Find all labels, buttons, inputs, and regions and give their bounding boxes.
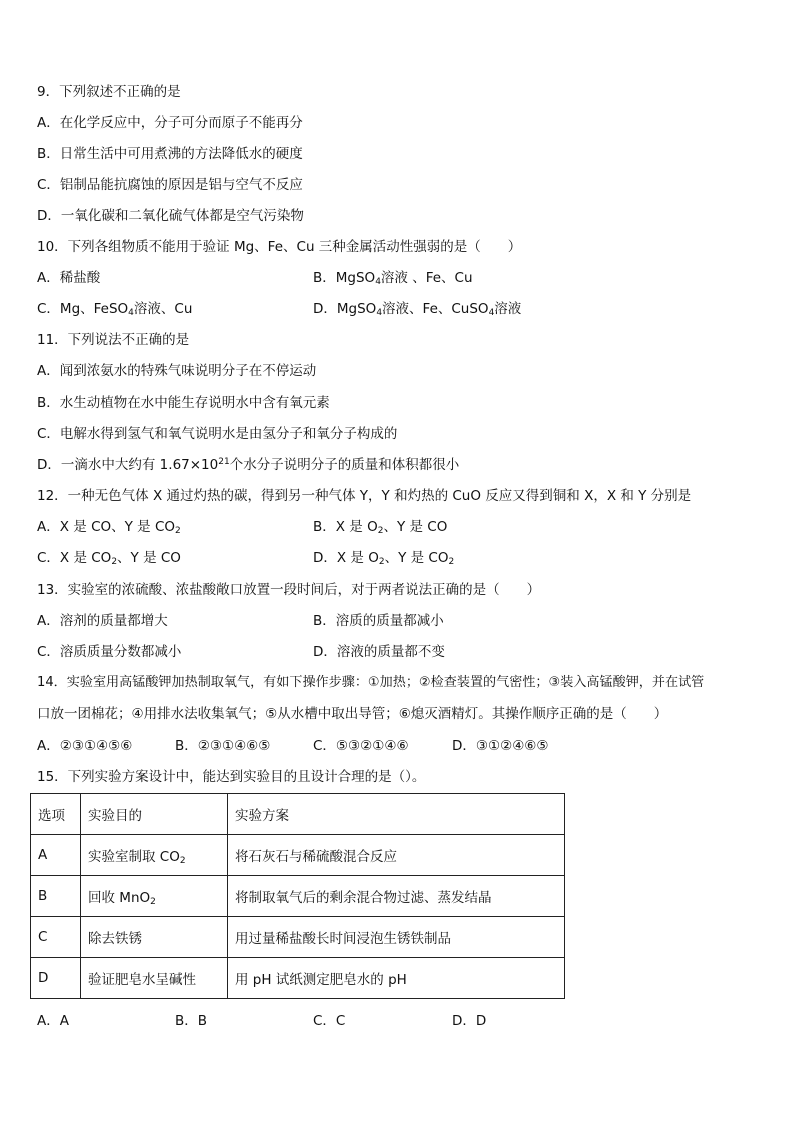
question-15-option-b: B．B <box>175 1013 208 1029</box>
row-goal: 回收 MnO$_2$ <box>81 876 228 917</box>
table-row <box>31 917 565 958</box>
question-9-option-a: A．在化学反应中，分子可分而原子不能再分 <box>37 115 303 131</box>
header-goal: 实验目的 <box>81 794 228 835</box>
question-11-option-d: D．一滴水中大约有 $1.67\times 10^{21}$个水分子说明分子的质量和体积都很小 <box>37 457 460 473</box>
question-10-option-a: A．稀盐酸 <box>37 270 101 286</box>
question-14-option-a: A．②③①④⑤⑥ <box>37 738 133 754</box>
question-13-option-b: B．溶质的质量都减小 <box>313 613 444 629</box>
table-row <box>31 876 565 917</box>
header-plan: 实验方案 <box>228 794 565 835</box>
table-row <box>31 835 565 876</box>
question-13-option-d: D．溶液的质量都不变 <box>313 644 445 660</box>
question-15-option-d: D．D <box>452 1013 487 1029</box>
row-goal: 除去铁锈 <box>81 917 228 958</box>
row-option: C <box>31 917 81 958</box>
question-15-stem: 15．下列实验方案设计中，能达到实验目的且设计合理的是（）。 <box>37 769 426 785</box>
row-option: B <box>31 876 81 917</box>
question-12-option-c: C．X 是 $CO_2$、Y 是 CO <box>37 550 181 567</box>
question-11-option-b: B．水生动植物在水中能生存说明水中含有氧元素 <box>37 395 330 411</box>
question-14-stem-line-2: 口放一团棉花；④用排水法收集氧气；⑤从水槽中取出导管；⑥熄灭酒精灯。其操作顺序正确的是（ ） <box>37 706 668 722</box>
question-9-option-c: C．铝制品能抗腐蚀的原因是铝与空气不反应 <box>37 177 303 193</box>
row-goal: 实验室制取 $CO_2$ <box>81 835 228 876</box>
question-9-stem: 9．下列叙述不正确的是 <box>37 84 181 100</box>
row-goal: 验证肥皂水呈碱性 <box>81 958 228 999</box>
row-plan: 将制取氧气后的剩余混合物过滤、蒸发结晶 <box>228 876 565 917</box>
question-11-option-a: A．闻到浓氨水的特殊气味说明分子在不停运动 <box>37 363 317 379</box>
question-10-stem: 10．下列各组物质不能用于验证 Mg、Fe、Cu 三种金属活动性强弱的是（ ） <box>37 239 522 255</box>
question-12-stem: 12．一种无色气体 X 通过灼热的碳，得到另一种气体 Y，Y 和灼热的 CuO 反应又得到铜和 X，X 和 Y 分别是 <box>37 488 692 504</box>
question-15-option-a: A．A <box>37 1013 69 1029</box>
question-11-option-c: C．电解水得到氢气和氧气说明水是由氢分子和氧分子构成的 <box>37 426 398 442</box>
row-option: D <box>31 958 81 999</box>
question-13-option-a: A．溶剂的质量都增大 <box>37 613 168 629</box>
question-14-option-b: B．②③①④⑥⑤ <box>175 738 271 754</box>
question-14-stem-line-1: 14．实验室用高锰酸钾加热制取氧气，有如下操作步骤：①加热；②检查装置的气密性；③装入高锰酸钾，并在试管 <box>37 675 705 690</box>
table-row <box>31 958 565 999</box>
question-10-option-b: B．MgSO$_4$溶液 、Fe、Cu <box>313 270 473 287</box>
header-option: 选项 <box>31 794 81 835</box>
row-option: A <box>31 835 81 876</box>
question-12-option-b: B．X 是 $O_2$、Y 是 CO <box>313 519 448 536</box>
question-12-option-d: D．X 是 $O_2$、Y 是 $CO_2$ <box>313 550 455 567</box>
question-12-option-a: A．X 是 CO、Y 是 $CO_2$ <box>37 519 181 536</box>
question-9-option-b: B．日常生活中可用煮沸的方法降低水的硬度 <box>37 146 303 162</box>
question-13-stem: 13．实验室的浓硫酸、浓盐酸敞口放置一段时间后，对于两者说法正确的是（ ） <box>37 582 541 598</box>
row-plan: 将石灰石与稀硫酸混合反应 <box>228 835 565 876</box>
question-15-option-c: C．C <box>313 1013 346 1029</box>
question-10-option-c: C．Mg、FeSO$_4$溶液、Cu <box>37 301 193 318</box>
question-9-option-d: D．一氧化碳和二氧化硫气体都是空气污染物 <box>37 208 304 224</box>
question-14-option-c: C．⑤③②①④⑥ <box>313 738 409 754</box>
table-header-row <box>31 794 565 835</box>
experiment-table <box>30 793 565 999</box>
question-11-stem: 11．下列说法不正确的是 <box>37 332 190 348</box>
row-plan: 用 pH 试纸测定肥皂水的 pH <box>228 958 565 999</box>
row-plan: 用过量稀盐酸长时间浸泡生锈铁制品 <box>228 917 565 958</box>
question-13-option-c: C．溶质质量分数都减小 <box>37 644 182 660</box>
question-10-option-d: D．MgSO$_4$溶液、Fe、CuSO$_4$溶液 <box>313 301 522 318</box>
question-14-option-d: D．③①②④⑥⑤ <box>452 738 549 754</box>
